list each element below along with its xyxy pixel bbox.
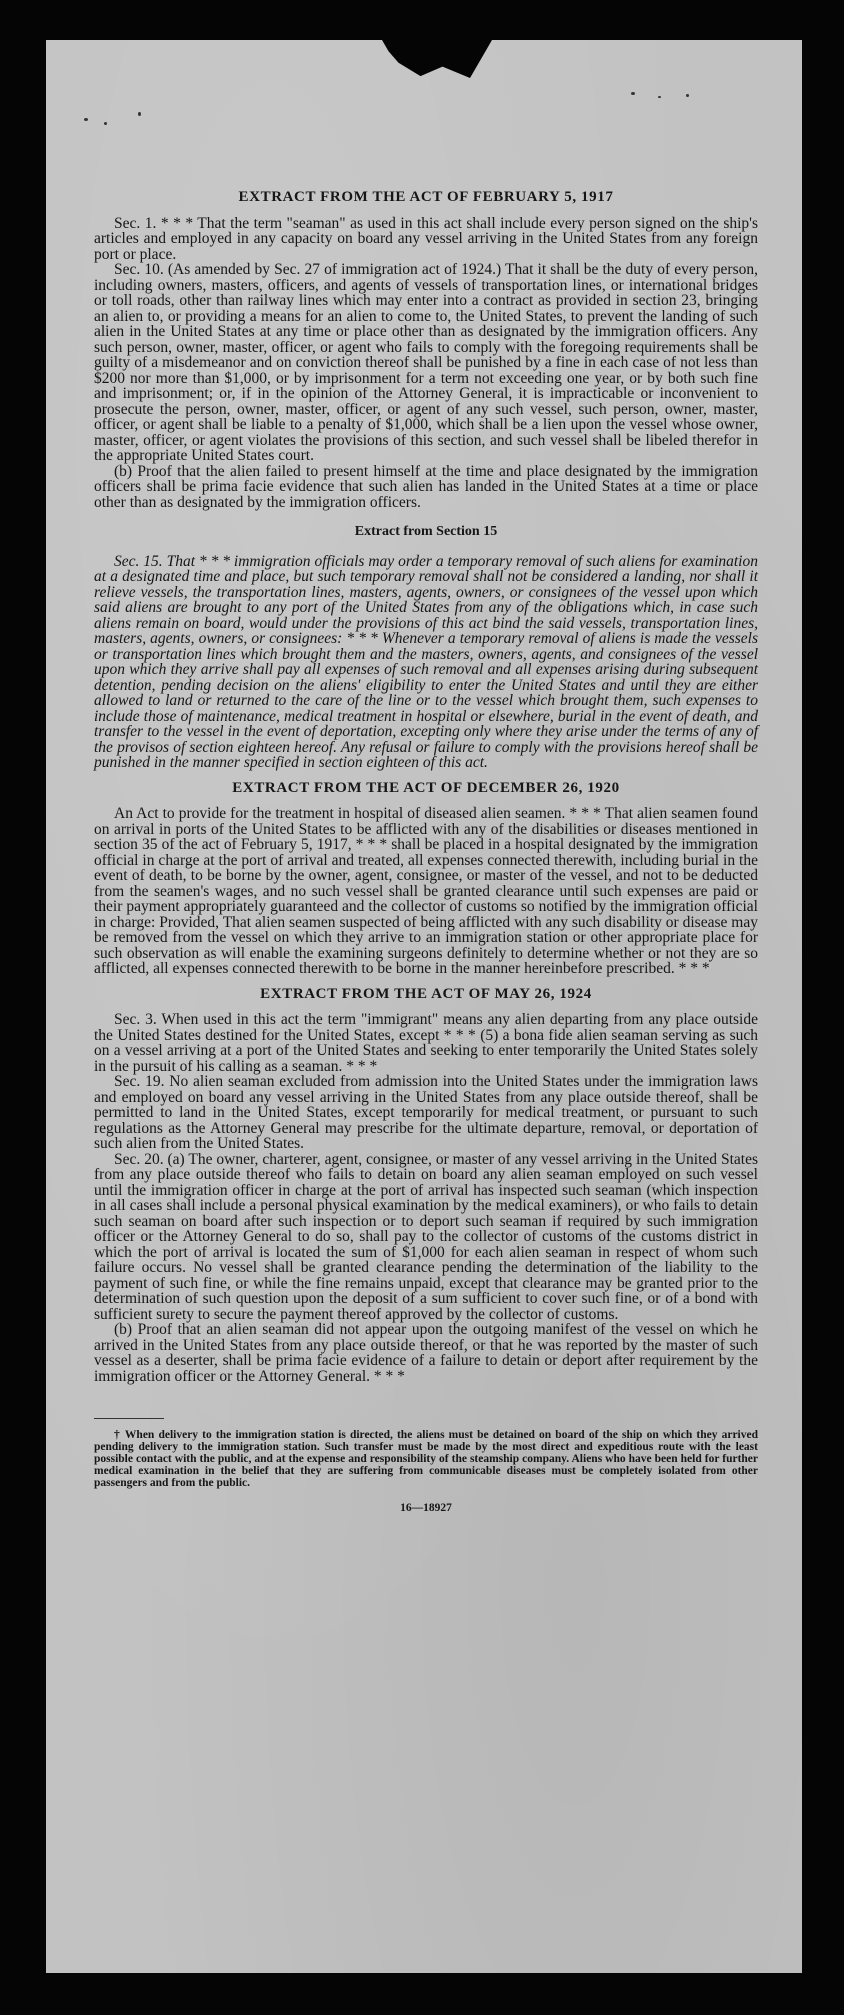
paragraph-sec-15: Sec. 15. That * * * immigration officials may order a temporary removal of such aliens for examination at a designated time and place, but such temporary removal shall not be considered a landing, nor shall it relieve vessels, the transportation lines, masters, agents, owners, or consignees of the vessel upon which said aliens are brought to any port of the United States from any of the obligations which, in case such aliens remain on board, would under the provisions of this act bind the said vessels, transportation lines, masters, agents, owners, or consignees: * * * Whenever a temporary removal of aliens is made the vessels or transportation lines which brought them and the masters, owners, agents, and consignees of the vessel upon which they arrive shall pay all expenses of such removal and all expenses arising during subsequent detention, pending decision on the aliens' eligibility to enter the United States and until they are either allowed to land or returned to the care of the line or to the vessel which brought them, such expenses to include those of maintenance, medical treatment in hospital or elsewhere, burial in the event of death, and transfer to the vessel in the event of deportation, excepting only where they arise under the terms of any of the provisos of section eighteen hereof. Any refusal or failure to comply with the provisions hereof shall be punished in the manner specified in section eighteen of this act.	[94, 552, 758, 771]
paper-speck	[658, 96, 661, 98]
heading-section-15: Extract from Section 15	[354, 524, 498, 539]
heading-act-1920: EXTRACT FROM THE ACT OF DECEMBER 26, 1920	[232, 779, 620, 796]
paragraph-act-1920: An Act to provide for the treatment in hospital of diseased alien seamen. * * * That alien seamen found on arrival in ports of the United States to be afflicted with any of the disabilities or diseases mentioned in section 35 of the act of February 5, 1917, * * * shall be placed in a hospital designated by the immigration official in charge at the port of arrival and treated, all expenses connected therewith, including burial in the event of death, to be borne by the owner, agent, consignee, or master of the vessel, and not to be deducted from the seamen's wages, and no such vessel shall be granted clearance until such expenses are paid or their payment appropriately guaranteed and the collector of customs so notified by the immigration official in charge: Provided, That alien seamen suspected of being afflicted with any such disability or disease may be removed from the vessel on which they arrive to an immigration station or other appropriate place for such observation as will enable the examining surgeons definitely to determine whether or not they are so afflicted, all expenses connected therewith to be borne in the manner hereinbefore prescribed. * * *	[94, 805, 758, 977]
page-code: 16—18927	[400, 1502, 452, 1514]
paper-speck	[138, 112, 141, 116]
paragraph-sec-10: Sec. 10. (As amended by Sec. 27 of immigration act of 1924.) That it shall be the duty of every person, including owners, masters, officers, and agents of vessels of transportation lines, or international bridges or toll roads, other than railway lines which may enter into a contract as provided in section 23, bringing an alien to, or providing a means for an alien to come to, the United States, to prevent the landing of such alien in the United States at any time or place other than as designated by the immigration officers. Any such person, owner, master, officer, or agent who fails to comply with the foregoing requirements shall be guilty of a misdemeanor and on conviction thereof shall be punished by a fine in each case of not less than $200 nor more than $1,000, or by imprisonment for a term not exceeding one year, or by both such fine and imprisonment; or, if in the opinion of the Attorney General, it is impracticable or inconvenient to prosecute the person, owner, master, officer, or agent of any such vessel, such person, owner, master, officer, or agent shall be liable to a penalty of $1,000, which shall be a lien upon the vessel whose owner, master, officer, or agent violates the provisions of this section, and such vessel shall be libeled therefor in the appropriate United States court.	[94, 261, 758, 464]
heading-act-1924: EXTRACT FROM THE ACT OF MAY 26, 1924	[260, 985, 592, 1002]
document-body	[94, 190, 758, 1517]
paragraph-sec-20a: Sec. 20. (a) The owner, charterer, agent, consignee, or master of any vessel arriving in the United States from any place outside thereof who fails to detain on board any alien seaman employed on such vessel until the immigration officer in charge at the port of arrival has inspected such seaman (which inspection in all cases shall include a personal physical examination by the medical examiners), or who fails to detain such seaman on board after such inspection or to deport such seaman if required by such immigration officer or the Attorney General to do so, shall pay to the collector of customs of the customs district in which the port of arrival is located the sum of $1,000 for each alien seaman in respect of whom such failure occurs. No vessel shall be granted clearance pending the determination of the liability to the payment of such fine, or while the fine remains unpaid, except that clearance may be granted prior to the determination of such question upon the deposit of a sum sufficient to cover such fine, or of a bond with sufficient surety to secure the payment thereof approved by the collector of customs.	[94, 1150, 758, 1323]
paper-speck	[104, 122, 107, 125]
paragraph-sec-19: Sec. 19. No alien seaman excluded from admission into the United States under the immigration laws and employed on board any vessel arriving in the United States from any place outside thereof, shall be permitted to land in the United States, except temporarily for medical treatment, or pursuant to such regulations as the Attorney General may prescribe for the ultimate departure, removal, or deportation of such alien from the United States.	[94, 1073, 758, 1152]
paragraph-sec-20b: (b) Proof that an alien seaman did not appear upon the outgoing manifest of the vessel on which he arrived in the United States from any place outside thereof, or that he was reported by the master of such vessel as a deserter, shall be prima facie evidence of a failure to detain or deport after requirement by the immigration officer or the Attorney General. * * *	[94, 1321, 758, 1385]
document-page	[46, 40, 802, 1973]
heading-act-1917: EXTRACT FROM THE ACT OF FEBRUARY 5, 1917	[238, 189, 614, 205]
paragraph-sec-1: Sec. 1. * * * That the term "seaman" as used in this act shall include every person signed on the ship's articles and employed in any capacity on board any vessel arriving in the United States from any foreign port or place.	[94, 214, 758, 263]
torn-edge	[382, 40, 492, 78]
paragraph-sec-10b: (b) Proof that the alien failed to present himself at the time and place designated by the immigration officers shall be prima facie evidence that such alien has landed in the United States at a time or place other than as designated by the immigration officers.	[94, 462, 758, 511]
paper-speck	[631, 92, 635, 95]
paper-speck	[84, 118, 88, 121]
footnote-divider	[94, 1418, 164, 1419]
footnote: † When delivery to the immigration station is directed, the aliens must be detained on board of the ship on which they arrived pending delivery to the immigration station. Such transfer must be made by the most direct and expeditious route with the least possible contact with the public, and at the expense and responsibility of the steamship company. Aliens who have been held for further medical examination in the belief that they are suffering from communicable diseases must be completely isolated from other passengers and from the public.	[94, 1429, 758, 1489]
paper-speck	[686, 94, 689, 97]
paragraph-sec-3: Sec. 3. When used in this act the term "immigrant" means any alien departing from any place outside the United States destined for the United States, except * * * (5) a bona fide alien seaman serving as such on a vessel arriving at a port of the United States and seeking to enter temporarily the United States solely in the pursuit of his calling as a seaman. * * *	[94, 1011, 758, 1075]
